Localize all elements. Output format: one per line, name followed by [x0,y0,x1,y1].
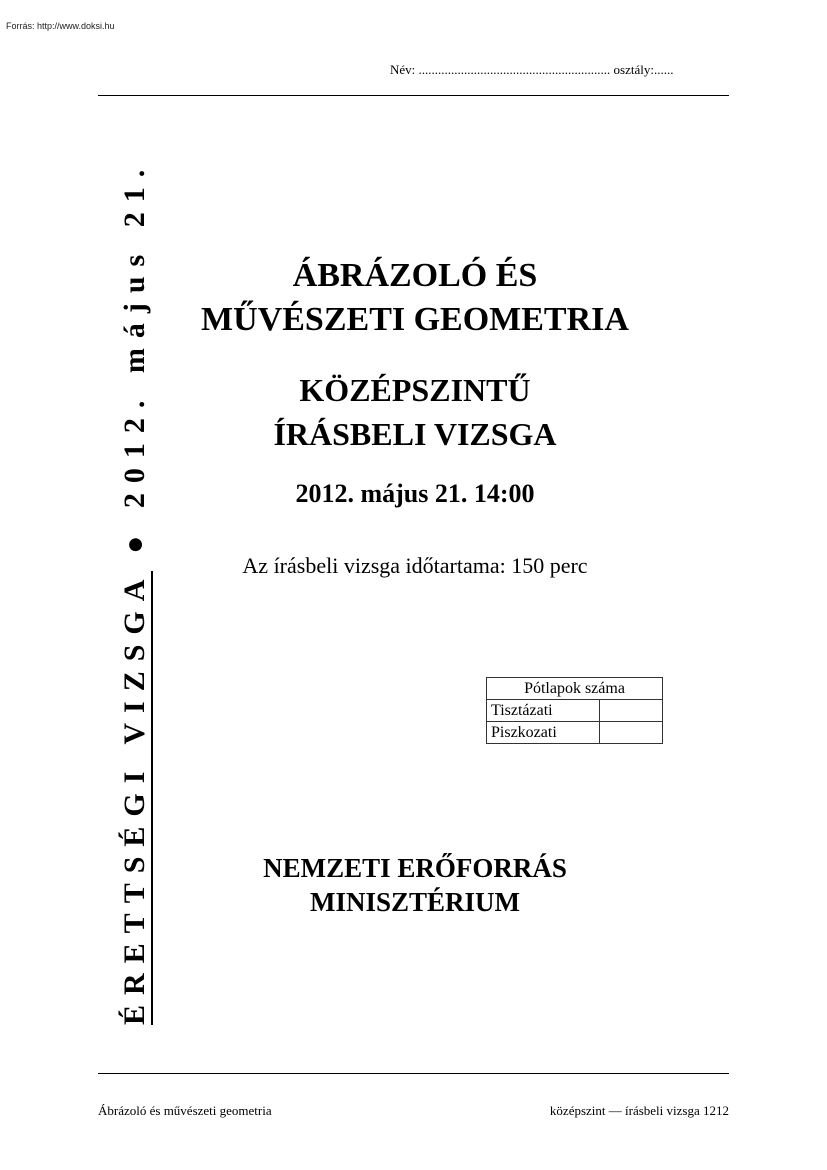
ministry-line-2: MINISZTÉRIUM [309,887,521,917]
source-url: Forrás: http://www.doksi.hu [6,21,115,31]
row-label-piszkozati: Piszkozati [487,722,600,744]
footer-subject: Ábrázoló és művészeti geometria [98,1103,272,1118]
ministry-name [170,851,660,919]
exam-subtitle [170,368,660,456]
row-value-tisztazati[interactable] [599,700,662,722]
ministry-line-1: NEMZETI ERŐFORRÁS [263,853,567,883]
footer-level: középszint — írásbeli vizsga 1212 [549,1103,729,1118]
table-row [487,700,663,722]
subtitle-line-2: ÍRÁSBELI VIZSGA [273,416,557,452]
bullet-separator: ● [118,525,151,554]
table-row [487,722,663,744]
row-value-piszkozati[interactable] [599,722,662,744]
exam-duration: Az írásbeli vizsga időtartama: 150 perc [242,553,588,578]
extra-sheets-header: Pótlapok száma [487,678,663,700]
extra-sheets-table [486,677,663,744]
name-class-field: Név: ........................................................... osztály:...... [390,62,674,77]
subtitle-line-1: KÖZÉPSZINTŰ [299,372,531,408]
row-label-tisztazati: Tisztázati [487,700,600,722]
vertical-exam-banner [117,155,153,1025]
exam-title [170,254,660,342]
header-rule [98,95,729,96]
exam-date-vertical: 2012. május 21. [118,159,151,509]
title-line-1: ÁBRÁZOLÓ ÉS [292,257,538,294]
footer-rule [98,1073,729,1074]
exam-type-label: ÉRETTSÉGI VIZSGA [118,571,151,1025]
title-line-2: MŰVÉSZETI GEOMETRIA [201,301,629,338]
exam-date: 2012. május 21. 14:00 [295,479,535,508]
